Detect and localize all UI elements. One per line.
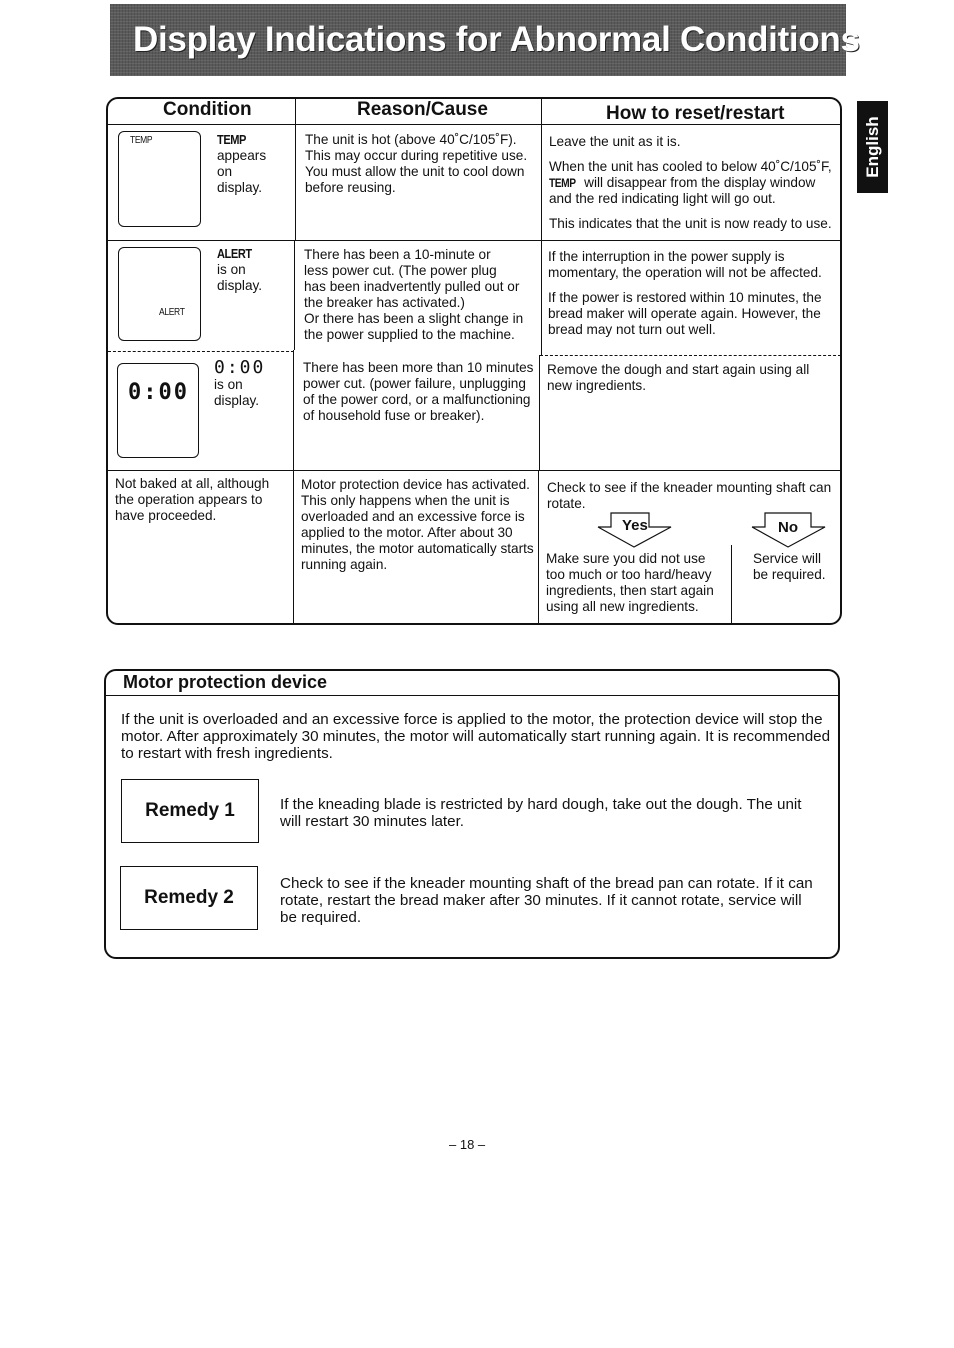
remedy-1-box xyxy=(121,779,259,843)
reason-not-baked: Motor protection device has activated. This only happens when the unit is overloaded and an excessive force is applied to the motor. After about 30 minutes, the motor automatically starts running again. xyxy=(301,477,534,572)
temp-indicator: TEMP xyxy=(217,132,247,147)
row-divider xyxy=(108,240,296,241)
remedy-1-label: Remedy 1 xyxy=(145,800,235,821)
reset-temp: Leave the unit as it is. When the unit has cooled to below 40˚C/105˚F, TEMP will disappear from the display window and the red indicating light will go out. This indicates that the unit is now ready to use. xyxy=(549,134,832,231)
row-divider xyxy=(296,240,541,241)
motor-protection-divider xyxy=(106,695,838,696)
yes-label: Yes xyxy=(622,517,648,534)
language-tab-label: English xyxy=(862,116,882,178)
col-divider xyxy=(541,99,542,355)
alert-indicator: ALERT xyxy=(217,246,252,261)
motor-protection-title: Motor protection device xyxy=(123,672,328,692)
row-divider-dashed xyxy=(108,351,294,352)
reset-zero: Remove the dough and start again using all new ingredients. xyxy=(547,362,810,393)
reason-temp: The unit is hot (above 40˚C/105˚F). This may occur during repetitive use. You must allow the unit to cool down before reusing. xyxy=(305,132,528,195)
page-title: Display Indications for Abnormal Conditions xyxy=(133,20,860,59)
display-zero-digits: 0:00 xyxy=(128,380,189,405)
col-divider xyxy=(538,470,539,623)
remedy-2-box xyxy=(120,866,258,930)
col-divider xyxy=(294,240,295,350)
col-divider xyxy=(295,99,296,240)
reset-alert: If the interruption in the power supply is momentary, the operation will not be affected. If the power is restored within 10 minutes, the bread maker will operate again. However, the bread may not turn out well. xyxy=(548,249,822,337)
header-reason: Reason/Cause xyxy=(357,99,488,120)
remedy-2-label: Remedy 2 xyxy=(144,887,234,908)
zero-indicator: 0:00 xyxy=(214,357,266,378)
display-window-alert xyxy=(118,247,201,341)
reason-alert: There has been a 10-minute or less power cut. (The power plug has been inadvertently pulled out or the breaker has activated.) Or there has been a slight change in the power supplied to the machine. xyxy=(304,247,524,342)
col-divider xyxy=(539,355,540,470)
header-condition: Condition xyxy=(163,99,252,120)
display-window-temp xyxy=(118,131,201,227)
motor-protection-intro: If the unit is overloaded and an excessive force is applied to the motor, the protection device will stop the motor. After approximately 30 minutes, the motor will automatically start running again. It is recommended to restart with fresh ingredients. xyxy=(121,711,831,762)
yes-text: Make sure you did not use too much or too hard/heavy ingredients, then start again using all new ingredients. xyxy=(546,551,714,614)
remedy-1-text: If the kneading blade is restricted by hard dough, take out the dough. The unit will restart 30 minutes later. xyxy=(280,796,802,830)
row-divider xyxy=(108,470,841,471)
reason-zero: There has been more than 10 minutes power cut. (power failure, unplugging of the power cord, or a malfunctioning of household fuse or breaker). xyxy=(303,360,534,423)
no-arrow xyxy=(750,511,828,549)
yes-no-divider xyxy=(731,545,732,623)
display-window-zero xyxy=(117,363,199,458)
row-divider-dashed xyxy=(540,355,841,356)
display-temp-text: TEMP xyxy=(130,135,153,146)
language-tab xyxy=(857,101,888,193)
condition-alert: ALERT is on display. xyxy=(217,246,263,293)
yes-arrow xyxy=(596,511,674,549)
no-text: Service will be required. xyxy=(753,551,826,582)
header-reset: How to reset/restart xyxy=(606,103,785,124)
page-number: – 18 – xyxy=(449,1137,486,1152)
col-divider xyxy=(293,350,294,623)
display-alert-text: ALERT xyxy=(159,307,185,318)
remedy-2-text: Check to see if the kneader mounting shaft of the bread pan can rotate. If it can rotate, restart the bread maker after 30 minutes. If it cannot rotate, service will be required. xyxy=(280,875,813,926)
reset-not-baked-intro: Check to see if the kneader mounting shaft can rotate. xyxy=(547,480,832,511)
condition-zero: 0:00 is on display. xyxy=(214,357,266,408)
no-label: No xyxy=(778,519,798,536)
condition-not-baked: Not baked at all, although the operation appears to have proceeded. xyxy=(115,476,270,523)
condition-temp: TEMP appears on display. xyxy=(217,132,267,195)
